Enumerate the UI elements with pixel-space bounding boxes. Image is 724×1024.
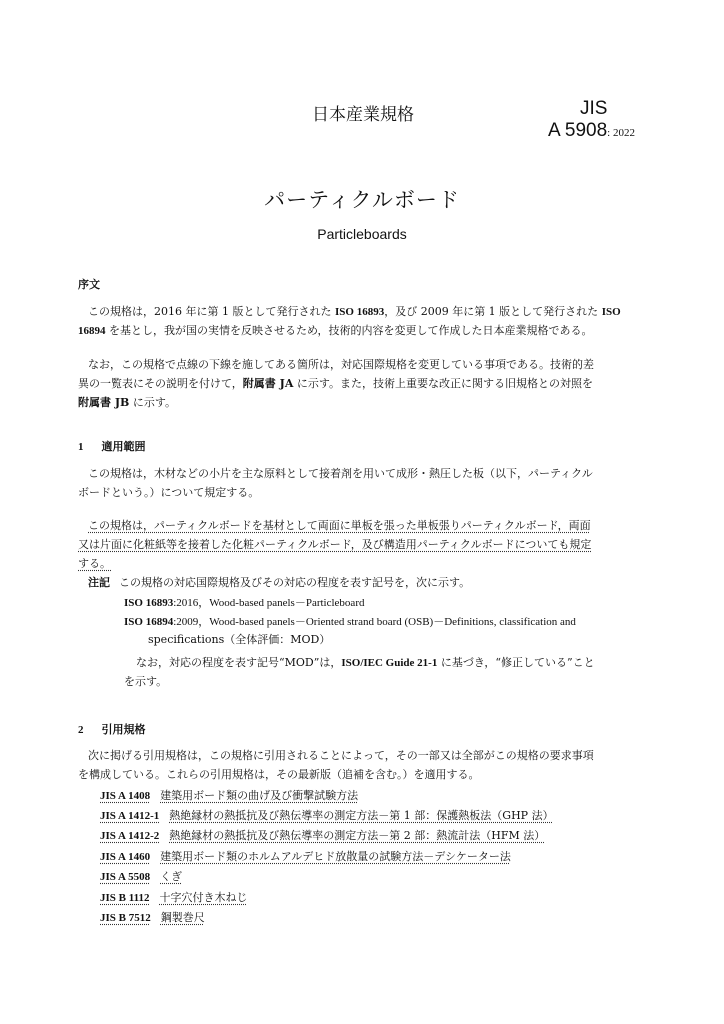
note-ref2-cont: specifications（全体評価：MOD） — [148, 633, 331, 646]
ref-title: くぎ — [160, 870, 183, 883]
preface-p1-line2 — [78, 321, 593, 342]
ref-title: 熱絶縁材の熱抵抗及び熱伝導率の測定方法－第 2 部：熱流計法（HFM 法） — [169, 829, 546, 842]
note-para-line2: を示す。 — [124, 675, 168, 688]
section-title: 適用範囲 — [101, 440, 146, 453]
section1-p1-line2: ボードという。）について規定する。 — [78, 486, 260, 499]
jis-label: JIS — [580, 98, 608, 119]
ref-item — [100, 786, 358, 807]
ref-title: 鋼製巻尺 — [160, 911, 205, 924]
text: に示す。 — [129, 396, 176, 409]
note-para-line1 — [136, 653, 595, 674]
section-number: 1 — [78, 441, 84, 453]
title-en: Particleboards — [317, 226, 407, 242]
section2-intro-line1: 次に掲げる引用規格は，この規格に引用されることによって，その一部又は全部がこの規格の要求事項 — [88, 749, 594, 762]
ref-title: 建築用ボード類の曲げ及び衝撃試験方法 — [160, 789, 359, 802]
ref-code: ISO 16893 — [124, 597, 174, 609]
ref-title: 十字穴付き木ねじ — [159, 891, 248, 904]
annex-ja-ref: 附属書 JA — [242, 377, 294, 390]
ref-code: JIS A 1412-1 — [100, 810, 160, 822]
text: なお，対応の程度を表す記号“MOD”は， — [136, 656, 342, 669]
preface-p2-line2 — [78, 374, 593, 394]
section1-p2-line2: 又は片面に化粧紙等を接着した化粧パーティクルボード，及び構造用パーティクルボードについても規定 — [78, 538, 592, 551]
text: に示す。また，技術上重要な改正に関する旧規格との対照を — [293, 377, 593, 390]
section2-heading — [78, 718, 146, 737]
note-ref1 — [124, 593, 364, 614]
section-title: 引用規格 — [101, 723, 146, 736]
preface-p2-line1: なお，この規格で点線の下線を施してある箇所は，対応国際規格を変更している事項である。技術的差 — [88, 358, 594, 371]
text: ，及び 2009 年に第 1 版として発行された — [384, 305, 602, 318]
ref-item — [100, 908, 205, 929]
ref-guide: ISO/IEC Guide 21-1 — [341, 657, 438, 669]
text: に基づき，“修正している”こと — [437, 656, 595, 669]
standard-number: A 5908 — [548, 120, 608, 141]
text: を基とし，我が国の実情を反映させるため，技術的内容を変更して作成した日本産業規格である。 — [105, 324, 593, 337]
note-label: 注記 — [88, 576, 110, 589]
ref-iso: ISO — [601, 306, 621, 318]
ref-title: 建築用ボード類のホルムアルデヒド放散量の試験方法－デシケーター法 — [160, 850, 511, 863]
ref-item — [100, 826, 545, 847]
ref-title: 熱絶縁材の熱抵抗及び熱伝導率の測定方法－第 1 部：保護熱板法（GHP 法） — [169, 809, 554, 822]
section1-p1-line1: この規格は，木材などの小片を主な原料として接着剤を用いて成形・熱圧した板（以下，パーティクル — [88, 467, 593, 480]
text: 異の一覧表にその説明を付けて， — [78, 377, 243, 390]
note-line — [88, 573, 470, 593]
preface-p2-line3 — [78, 393, 176, 413]
title-ja: パーティクルボード — [264, 189, 460, 212]
ref-code: JIS B 7512 — [100, 912, 151, 924]
section1-p2-line1: この規格は，パーティクルボードを基材として両面に単板を張った単板張りパーティクルボード，両面 — [88, 519, 591, 532]
section2-intro-line2: を構成している。これらの引用規格は，その最新版（追補を含む。）を適用する。 — [78, 768, 480, 781]
section1-heading — [78, 435, 146, 454]
ref-code: JIS A 1412-2 — [100, 830, 160, 842]
ref-item — [100, 867, 182, 888]
preface-p1-line1 — [88, 302, 621, 323]
ref-iso16893: ISO 16893 — [334, 306, 385, 318]
annex-jb-ref: 附属書 JB — [78, 396, 130, 409]
ref-item — [100, 806, 554, 827]
ref-code: JIS A 1460 — [100, 851, 151, 863]
ref-code: JIS A 5508 — [100, 871, 151, 883]
ref-code: ISO 16894 — [124, 616, 174, 628]
standard-year: : 2022 — [607, 127, 635, 139]
standard-number-line — [548, 120, 635, 142]
ref-item — [100, 847, 511, 868]
section-number: 2 — [78, 724, 84, 736]
preface-heading: 序文 — [78, 278, 100, 291]
ref-text: :2016，Wood-based panels－Particleboard — [173, 597, 365, 609]
ref-item — [100, 888, 248, 909]
ref-text: :2009，Wood-based panels－Oriented strand board (OSB)－Definitions, classification and — [173, 616, 576, 628]
ref-code: JIS A 1408 — [100, 790, 151, 802]
text: この規格は，2016 年に第 1 版として発行された — [88, 305, 335, 318]
ref-16894: 16894 — [78, 325, 106, 337]
ref-code: JIS B 1112 — [100, 892, 150, 904]
standard-type: 日本産業規格 — [312, 105, 414, 124]
section1-p2-line3: する。 — [78, 557, 111, 570]
note-text: この規格の対応国際規格及びその対応の程度を表す記号を，次に示す。 — [119, 576, 471, 589]
